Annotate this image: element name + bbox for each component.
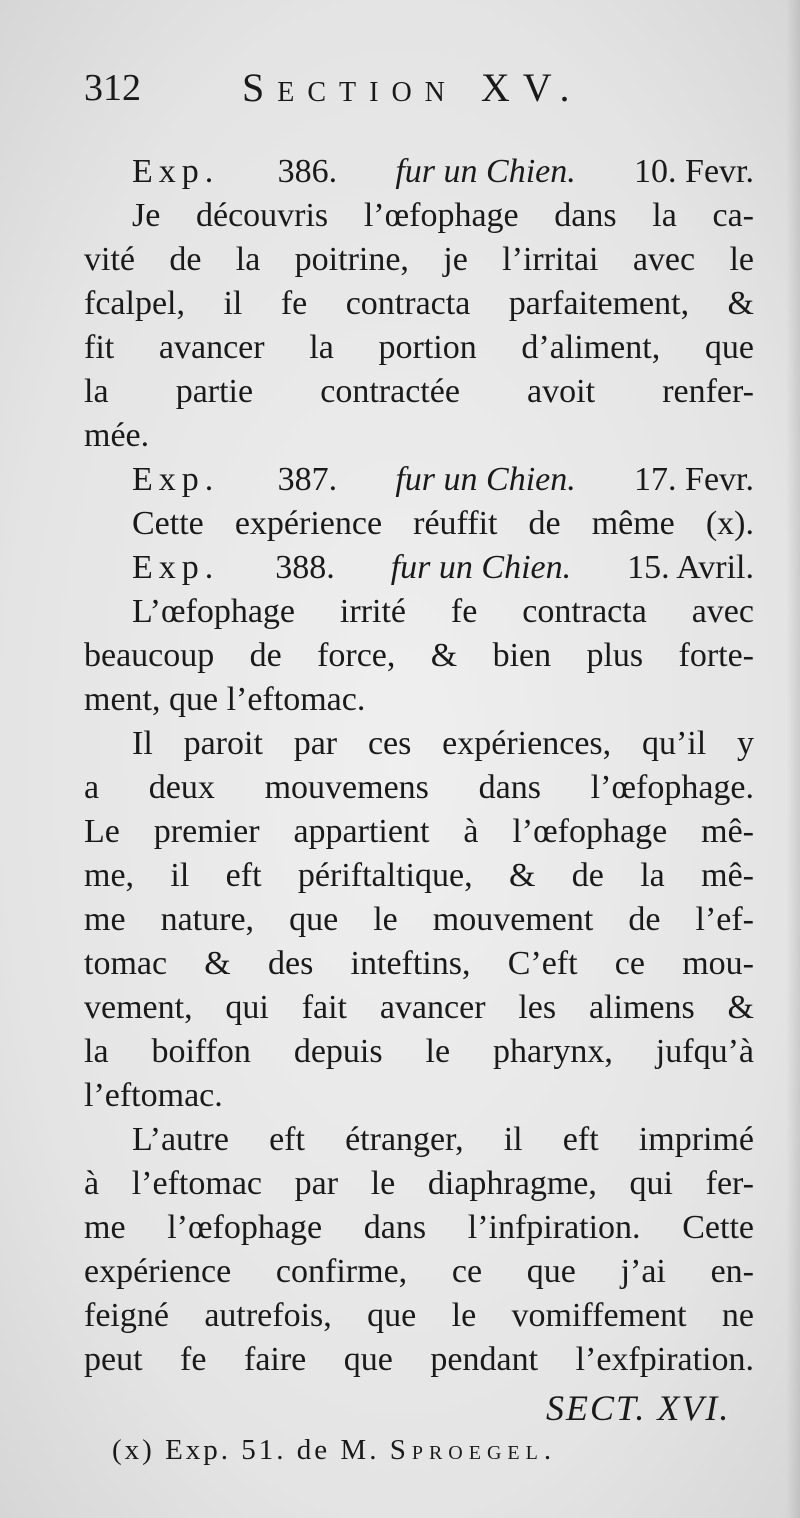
text-line: beaucoup de force, & bien plus forte- (84, 637, 754, 674)
text-line: peut fe faire que pendant l’exfpiration. (84, 1341, 754, 1378)
text-line: feigné autrefois, que le vomiffement ne (84, 1297, 754, 1334)
text-line: fcalpel, il fe contracta parfaitement, & (84, 285, 754, 322)
conclusion-paragraph-2 (84, 1118, 754, 1382)
text-line: Il paroit par ces expériences, qu’il y (132, 725, 754, 762)
text-line: mée. (84, 417, 150, 454)
text-line: expérience confirme, ce que j’ai en- (84, 1253, 754, 1290)
experiment-386-paragraph (84, 194, 754, 458)
page-header (84, 60, 684, 120)
text-line: Cette expérience réuffit de même (x). (132, 505, 754, 542)
experiment-label: Exp. (132, 549, 220, 586)
experiment-date: 10. Fevr. (634, 153, 754, 190)
experiment-number: 387. (277, 461, 338, 498)
text-line: L’autre eft étranger, il eft imprimé (132, 1121, 754, 1158)
text-line: à l’eftomac par le diaphragme, qui fer- (84, 1165, 754, 1202)
text-line: me nature, que le mouvement de l’ef- (84, 901, 754, 938)
experiment-label: Exp. (132, 461, 220, 498)
text-line: Le premier appartient à l’œfophage mê- (84, 813, 754, 850)
text-line: L’œfophage irrité fe contracta avec (132, 593, 754, 630)
catchword: SECT. XVI. (546, 1388, 731, 1428)
experiment-subject: fur un Chien. (390, 549, 572, 586)
page-edge-shadow (786, 0, 800, 1518)
text-line: vité de la poitrine, je l’irritai avec le (84, 241, 754, 278)
experiment-heading-387 (132, 458, 754, 502)
text-line: Je découvris l’œfophage dans la ca- (132, 197, 754, 234)
text-line: me, il eft périftaltique, & de la mê- (84, 857, 754, 894)
text-line: a deux mouvemens dans l’œfophage. (84, 769, 754, 806)
experiment-number: 386. (277, 153, 338, 190)
experiment-388-paragraph (84, 590, 754, 722)
experiment-heading-388 (132, 546, 754, 590)
page-number: 312 (84, 67, 141, 109)
experiment-subject: fur un Chien. (395, 153, 576, 190)
experiment-number: 388. (275, 549, 335, 586)
experiment-subject: fur un Chien. (395, 461, 576, 498)
experiment-date: 17. Fevr. (634, 461, 754, 498)
footnote (112, 1434, 557, 1467)
experiment-label: Exp. (132, 153, 220, 190)
text-line: ment, que l’eftomac. (84, 681, 366, 718)
experiment-387-paragraph (84, 502, 754, 546)
conclusion-paragraph-1 (84, 722, 754, 1118)
text-line: l’eftomac. (84, 1077, 223, 1114)
footnote-author: Sproegel. (389, 1434, 558, 1466)
experiment-heading-386 (132, 150, 754, 194)
text-line: vement, qui fait avancer les alimens & (84, 989, 754, 1026)
footnote-marker: (x) (112, 1434, 155, 1466)
footnote-text: Exp. 51. de M. (165, 1434, 380, 1466)
text-line: tomac & des inteftins, C’eft ce mou- (84, 945, 754, 982)
text-line: la boiffon depuis le pharynx, jufqu’à (84, 1033, 754, 1070)
text-line: la partie contractée avoit renfer- (84, 373, 754, 410)
experiment-date: 15. Avril. (627, 549, 754, 586)
text-line: fit avancer la portion d’aliment, que (84, 329, 754, 366)
text-line: me l’œfophage dans l’infpiration. Cette (84, 1209, 754, 1246)
running-head: Section XV. (242, 65, 583, 110)
page-body (84, 150, 754, 1382)
